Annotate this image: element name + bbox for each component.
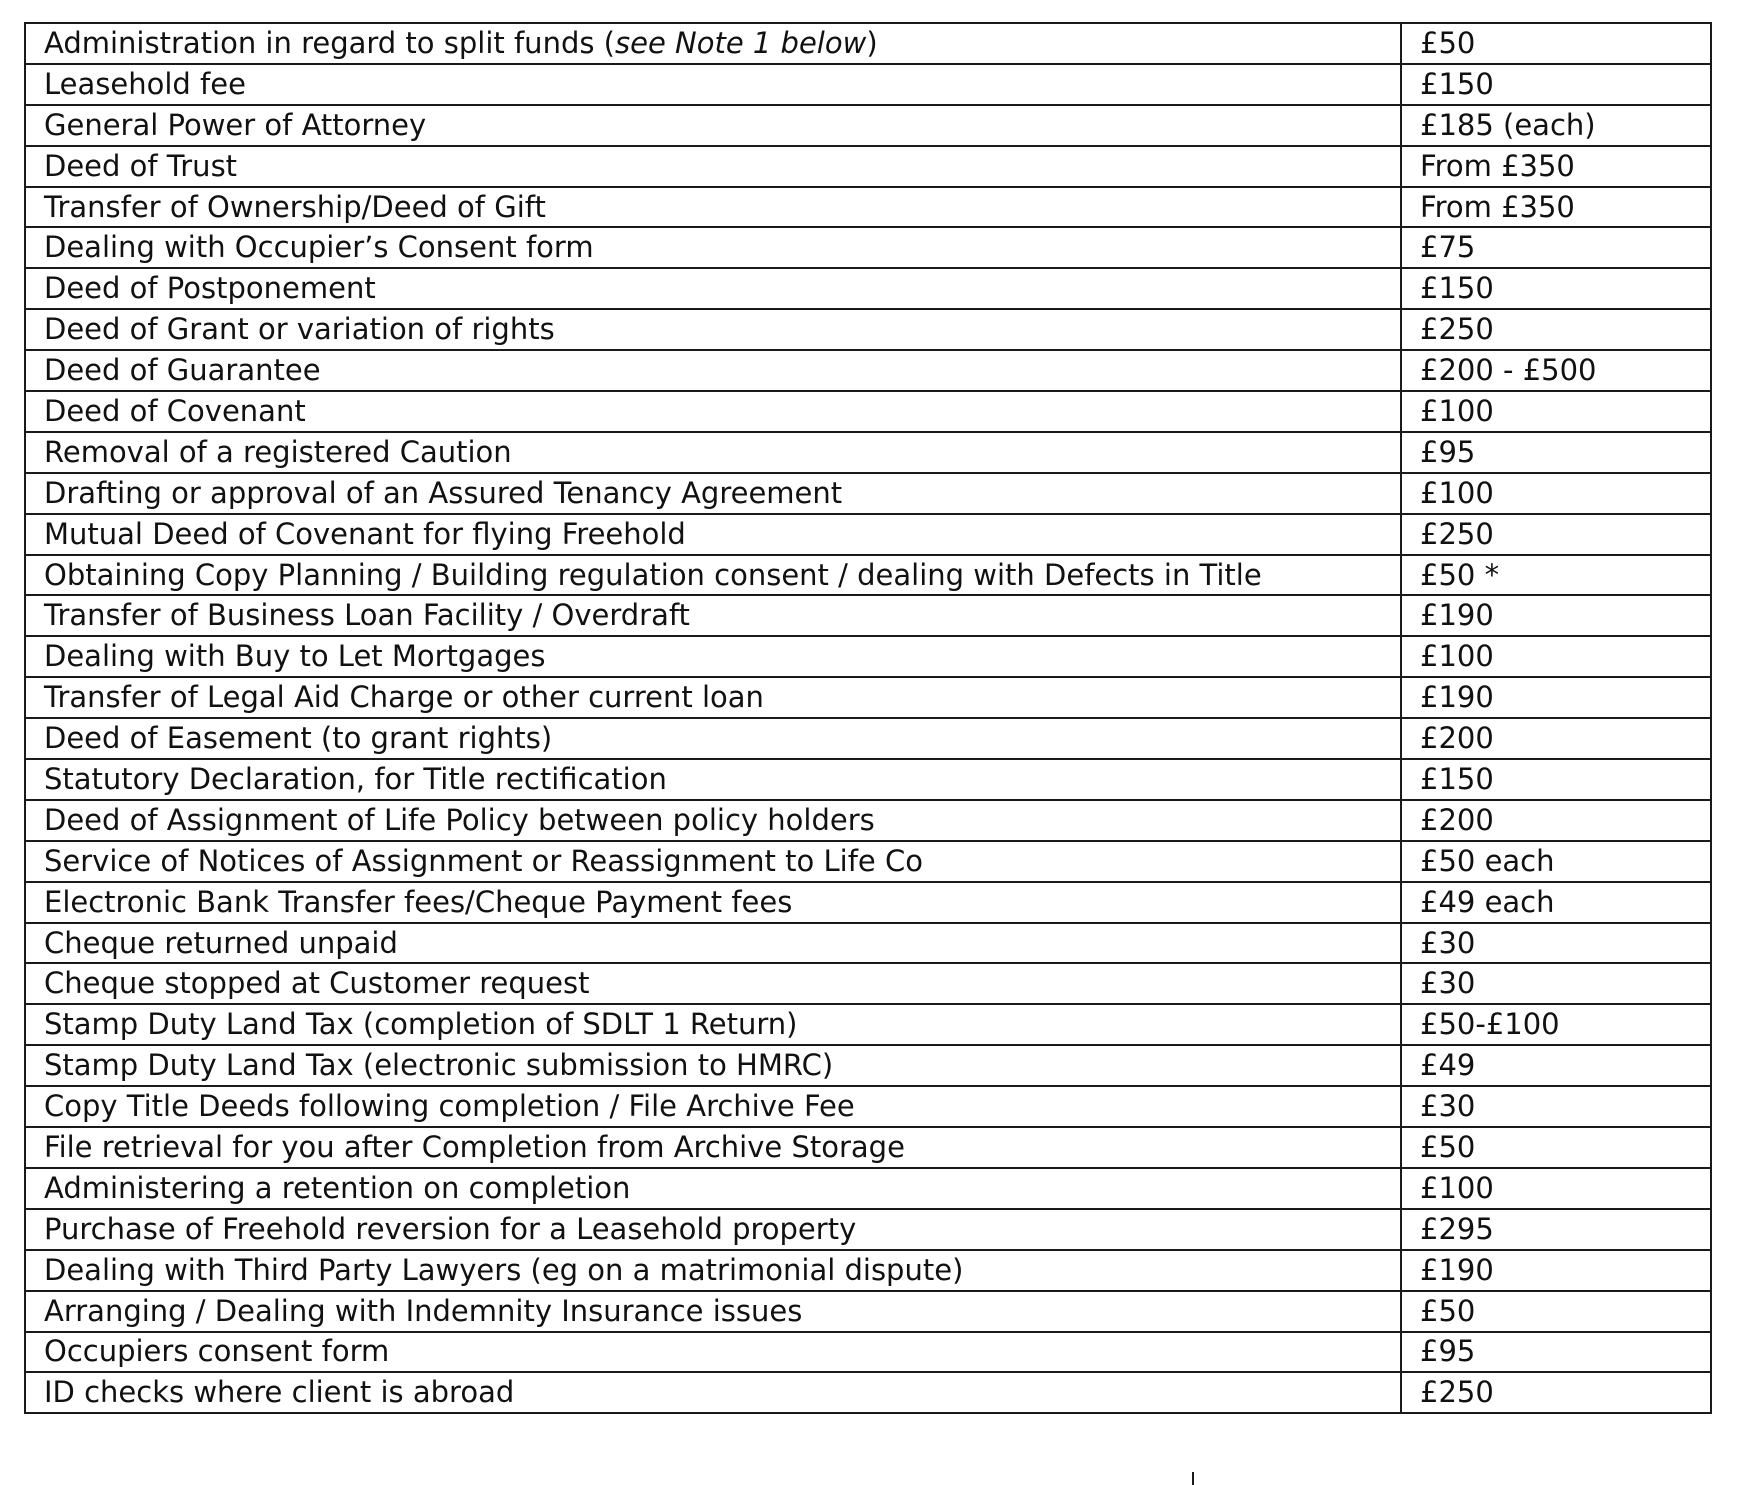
table-row	[25, 636, 1711, 677]
price-cell: £200	[1401, 718, 1711, 759]
table-row	[25, 1127, 1711, 1168]
price-cell: £50 *	[1401, 555, 1711, 596]
service-label: Drafting or approval of an Assured Tenancy Agreement	[44, 475, 843, 510]
service-cell	[25, 636, 1401, 677]
service-cell	[25, 187, 1401, 228]
table-row	[25, 146, 1711, 187]
table-row	[25, 187, 1711, 228]
price-cell: £190	[1401, 595, 1711, 636]
table-row	[25, 1086, 1711, 1127]
service-label: Service of Notices of Assignment or Reassignment to Life Co	[44, 843, 923, 878]
price-cell: £190	[1401, 677, 1711, 718]
price-cell: £75	[1401, 227, 1711, 268]
price-cell: £95	[1401, 432, 1711, 473]
price-cell: £50 each	[1401, 841, 1711, 882]
service-label: Dealing with Occupier’s Consent form	[44, 230, 594, 265]
price-cell: £30	[1401, 923, 1711, 964]
price-cell: £150	[1401, 64, 1711, 105]
table-row	[25, 1209, 1711, 1250]
price-cell: £200	[1401, 800, 1711, 841]
price-cell: From £350	[1401, 146, 1711, 187]
service-label: Transfer of Ownership/Deed of Gift	[44, 189, 546, 224]
service-label: Arranging / Dealing with Indemnity Insurance issues	[44, 1293, 803, 1328]
table-row	[25, 555, 1711, 596]
service-cell	[25, 718, 1401, 759]
service-cell	[25, 227, 1401, 268]
table-row	[25, 350, 1711, 391]
service-label: General Power of Attorney	[44, 107, 427, 142]
service-cell	[25, 350, 1401, 391]
service-cell	[25, 105, 1401, 146]
price-cell: £250	[1401, 1372, 1711, 1413]
table-row	[25, 923, 1711, 964]
table-row	[25, 227, 1711, 268]
price-cell: £100	[1401, 636, 1711, 677]
service-label: Copy Title Deeds following completion / File Archive Fee	[44, 1089, 855, 1124]
service-label: Deed of Grant or variation of rights	[44, 312, 555, 347]
service-label: Occupiers consent form	[44, 1334, 390, 1369]
service-cell	[25, 391, 1401, 432]
price-cell: £49	[1401, 1045, 1711, 1086]
service-label: File retrieval for you after Completion from Archive Storage	[44, 1129, 905, 1164]
service-label: Deed of Assignment of Life Policy between policy holders	[44, 802, 875, 837]
price-cell: £49 each	[1401, 882, 1711, 923]
fee-table-body	[25, 23, 1711, 1413]
service-cell	[25, 800, 1401, 841]
table-row	[25, 514, 1711, 555]
fee-table	[24, 22, 1712, 1414]
price-cell: £50	[1401, 23, 1711, 64]
table-row	[25, 432, 1711, 473]
service-label: Removal of a registered Caution	[44, 434, 512, 469]
service-label: Stamp Duty Land Tax (completion of SDLT 1 Return)	[44, 1007, 798, 1042]
price-cell: From £350	[1401, 187, 1711, 228]
service-cell	[25, 882, 1401, 923]
service-label: Mutual Deed of Covenant for flying Freehold	[44, 516, 686, 551]
service-label: Deed of Covenant	[44, 393, 306, 428]
table-row	[25, 1045, 1711, 1086]
price-cell: £150	[1401, 759, 1711, 800]
service-label: Transfer of Legal Aid Charge or other current loan	[44, 680, 764, 715]
service-cell	[25, 432, 1401, 473]
service-cell	[25, 146, 1401, 187]
service-cell	[25, 268, 1401, 309]
service-label: Purchase of Freehold reversion for a Leasehold property	[44, 1211, 857, 1246]
service-label: Transfer of Business Loan Facility / Overdraft	[44, 598, 690, 633]
service-label: Electronic Bank Transfer fees/Cheque Payment fees	[44, 884, 793, 919]
price-cell: £50-£100	[1401, 1004, 1711, 1045]
service-label-suffix: )	[866, 25, 878, 60]
service-label: Deed of Guarantee	[44, 353, 321, 388]
service-label: Deed of Trust	[44, 148, 238, 183]
price-cell: £50	[1401, 1127, 1711, 1168]
service-cell	[25, 514, 1401, 555]
table-row	[25, 23, 1711, 64]
price-cell: £250	[1401, 514, 1711, 555]
service-label: Administration in regard to split funds (	[44, 25, 615, 60]
table-row	[25, 595, 1711, 636]
table-row	[25, 1291, 1711, 1332]
service-cell	[25, 23, 1401, 64]
price-cell: £185 (each)	[1401, 105, 1711, 146]
table-row	[25, 1004, 1711, 1045]
service-cell	[25, 923, 1401, 964]
table-row	[25, 64, 1711, 105]
service-cell	[25, 677, 1401, 718]
table-row	[25, 882, 1711, 923]
table-continuation-line	[1192, 1472, 1194, 1485]
service-cell	[25, 1086, 1401, 1127]
service-cell	[25, 595, 1401, 636]
price-cell: £150	[1401, 268, 1711, 309]
price-cell: £250	[1401, 309, 1711, 350]
service-label: Cheque stopped at Customer request	[44, 966, 590, 1001]
table-row	[25, 268, 1711, 309]
service-cell	[25, 1291, 1401, 1332]
service-label: Deed of Postponement	[44, 271, 376, 306]
service-cell	[25, 1372, 1401, 1413]
table-row	[25, 963, 1711, 1004]
service-label: ID checks where client is abroad	[44, 1375, 515, 1410]
table-row	[25, 841, 1711, 882]
table-row	[25, 473, 1711, 514]
service-cell	[25, 1250, 1401, 1291]
table-row	[25, 105, 1711, 146]
service-cell	[25, 1045, 1401, 1086]
service-cell	[25, 64, 1401, 105]
service-note-reference: see Note 1 below	[615, 25, 867, 60]
service-label: Leasehold fee	[44, 66, 246, 101]
table-row	[25, 1372, 1711, 1413]
service-cell	[25, 1127, 1401, 1168]
table-row	[25, 718, 1711, 759]
table-row	[25, 1168, 1711, 1209]
service-cell	[25, 1004, 1401, 1045]
price-cell: £190	[1401, 1250, 1711, 1291]
price-cell: £100	[1401, 473, 1711, 514]
service-cell	[25, 1209, 1401, 1250]
price-cell: £50	[1401, 1291, 1711, 1332]
service-label: Dealing with Third Party Lawyers (eg on a matrimonial dispute)	[44, 1252, 964, 1287]
service-cell	[25, 963, 1401, 1004]
table-row	[25, 1332, 1711, 1373]
price-cell: £100	[1401, 1168, 1711, 1209]
service-label: Statutory Declaration, for Title rectification	[44, 761, 667, 796]
price-cell: £100	[1401, 391, 1711, 432]
service-cell	[25, 473, 1401, 514]
service-cell	[25, 759, 1401, 800]
service-label: Dealing with Buy to Let Mortgages	[44, 639, 546, 674]
table-row	[25, 391, 1711, 432]
service-label: Deed of Easement (to grant rights)	[44, 721, 553, 756]
service-cell	[25, 1332, 1401, 1373]
table-row	[25, 309, 1711, 350]
table-row	[25, 800, 1711, 841]
service-label: Obtaining Copy Planning / Building regulation consent / dealing with Defects in Title	[44, 557, 1262, 592]
service-cell	[25, 841, 1401, 882]
service-cell	[25, 309, 1401, 350]
table-row	[25, 1250, 1711, 1291]
service-label: Stamp Duty Land Tax (electronic submission to HMRC)	[44, 1048, 834, 1083]
price-cell: £295	[1401, 1209, 1711, 1250]
price-cell: £200 - £500	[1401, 350, 1711, 391]
price-cell: £30	[1401, 1086, 1711, 1127]
price-cell: £95	[1401, 1332, 1711, 1373]
service-cell	[25, 555, 1401, 596]
table-row	[25, 759, 1711, 800]
service-label: Cheque returned unpaid	[44, 925, 398, 960]
service-label: Administering a retention on completion	[44, 1170, 631, 1205]
table-row	[25, 677, 1711, 718]
price-cell: £30	[1401, 963, 1711, 1004]
service-cell	[25, 1168, 1401, 1209]
